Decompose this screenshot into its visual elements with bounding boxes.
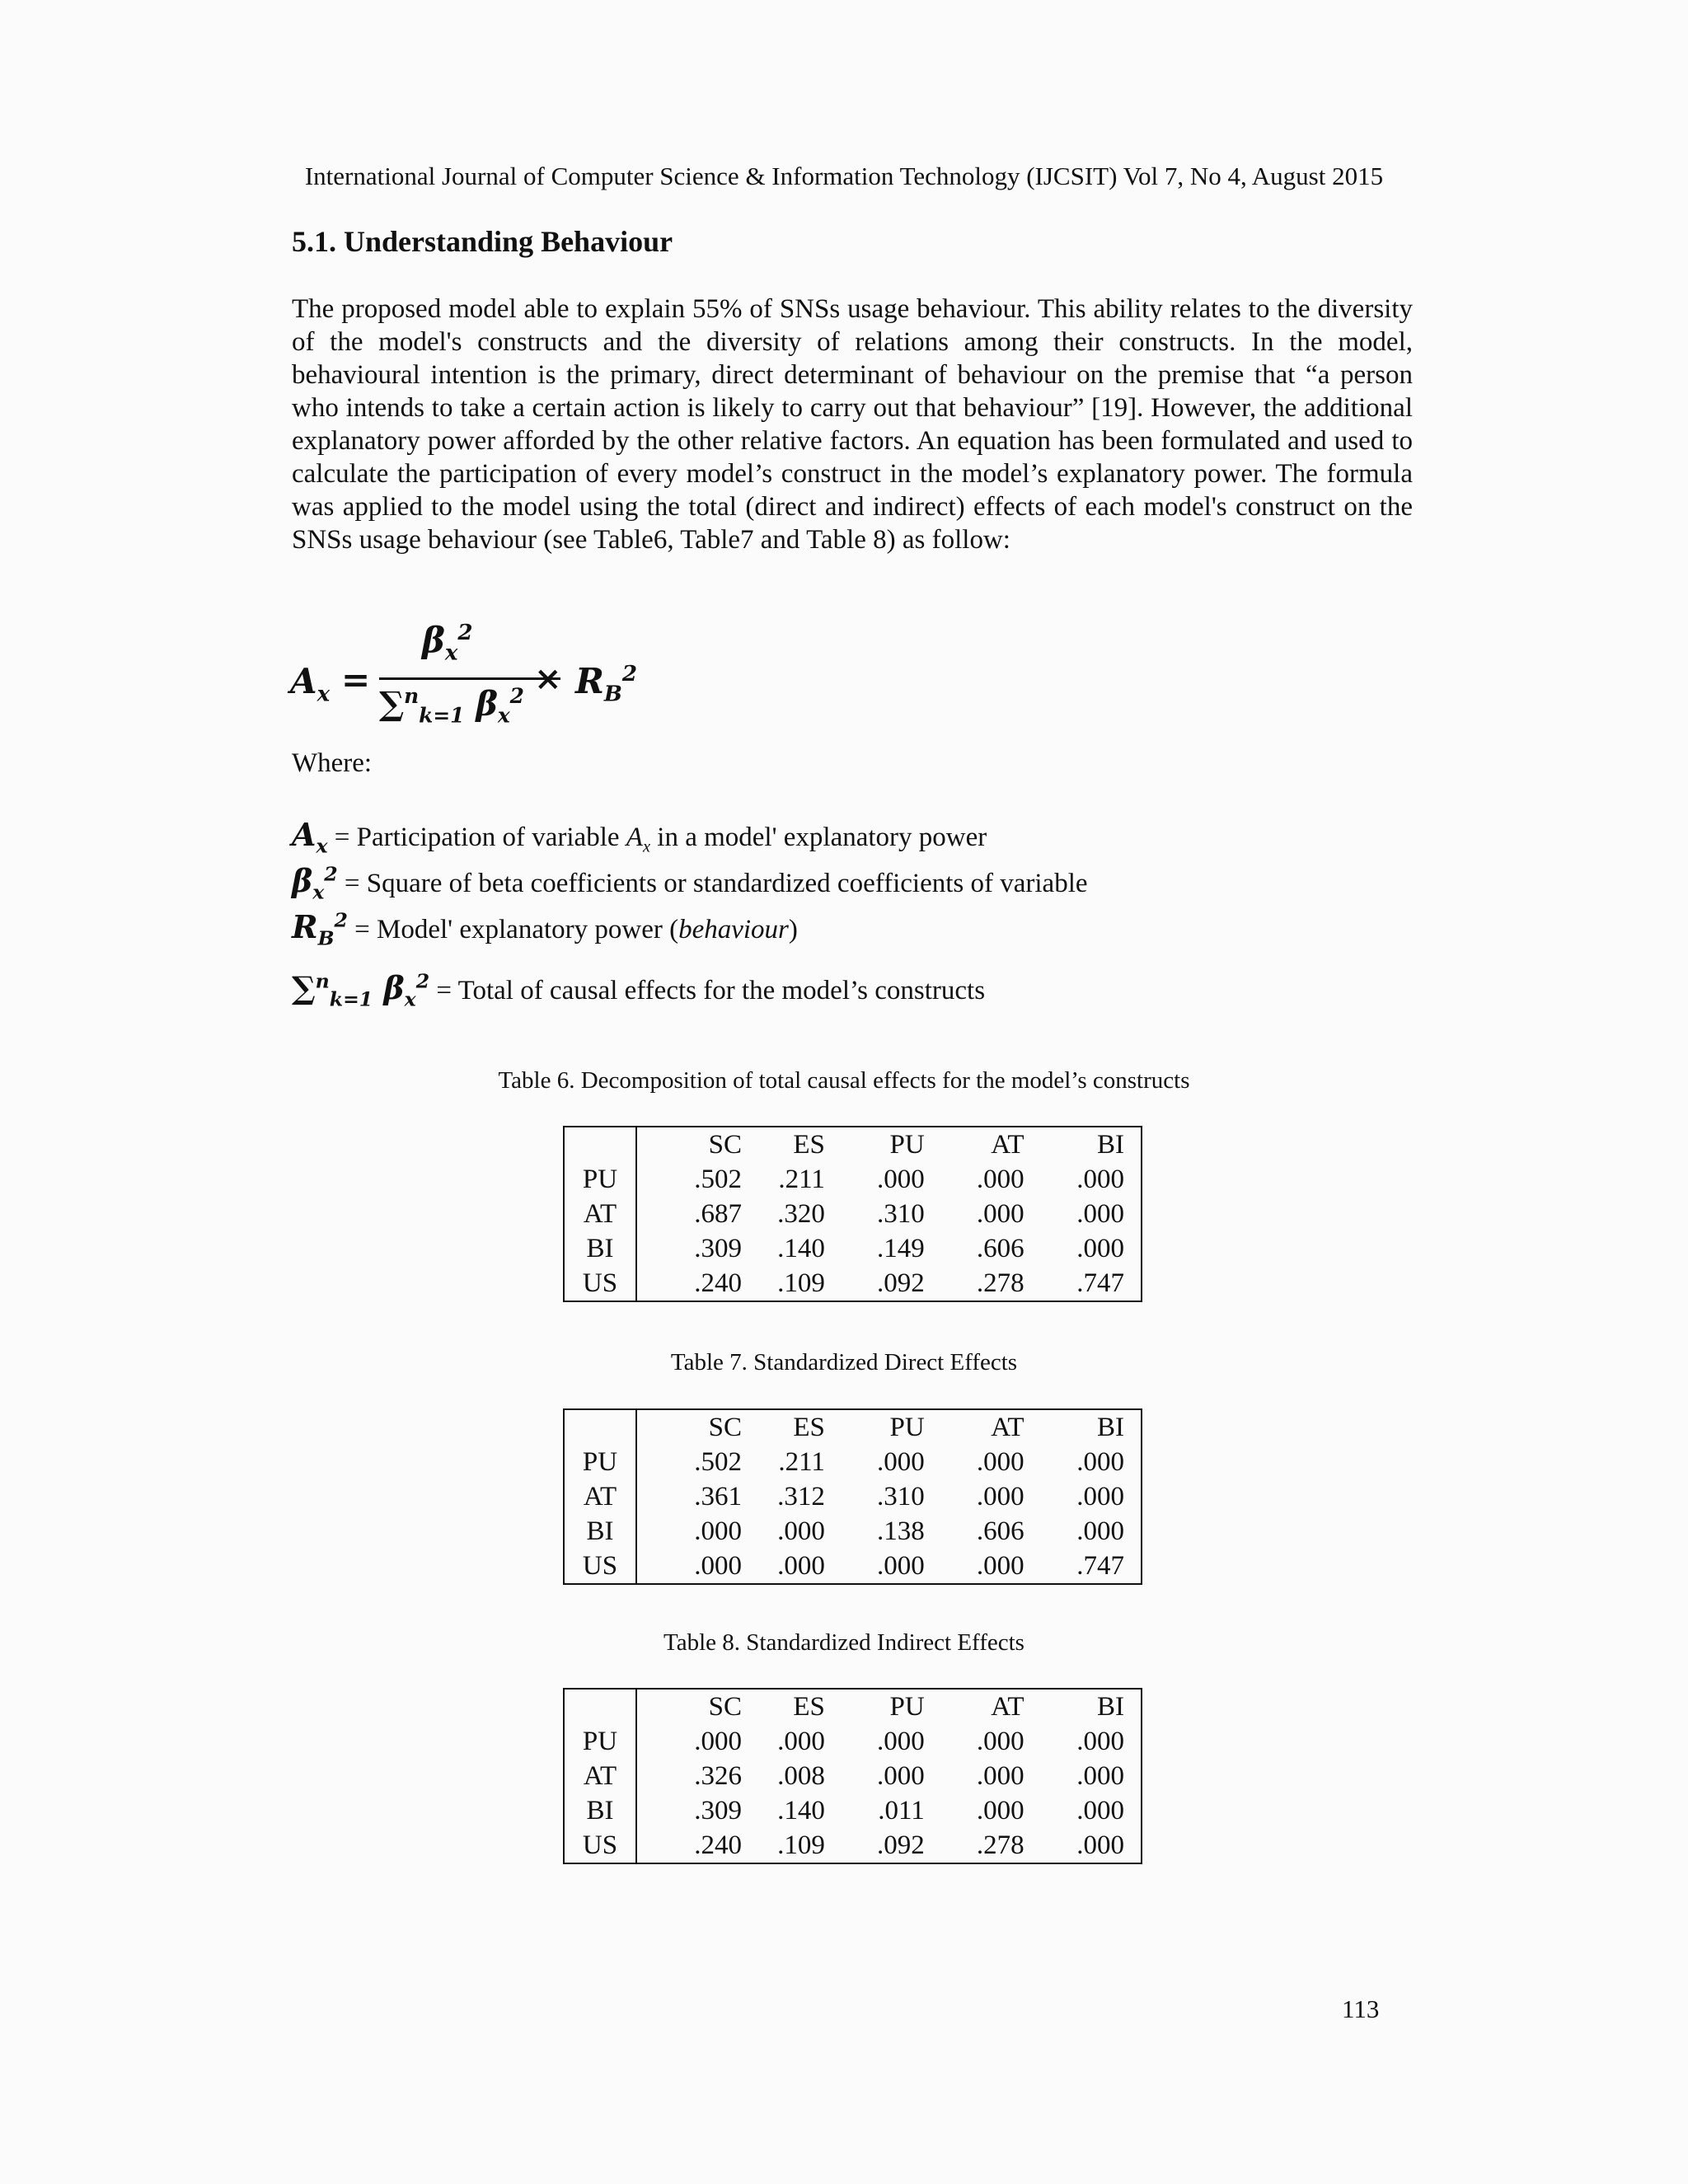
running-head: International Journal of Computer Science & Information Technology (IJCSIT) Vol 7, No 4, August 2015 <box>304 162 1384 190</box>
table7-caption: Table 7. Standardized Direct Effects <box>670 1349 1018 1376</box>
table-row: PU .000 .000 .000 .000 .000 <box>564 1724 1142 1759</box>
table6 <box>563 1126 1142 1302</box>
table-row: US .240 .109 .092 .278 .000 <box>564 1828 1142 1863</box>
body-paragraph <box>292 293 1413 556</box>
table-row: AT .361 .312 .310 .000 .000 <box>564 1479 1142 1514</box>
definition-sum: ∑$^n_{k=1}$ $\beta_x^2$ = Total of causal effects for the model’s constructs <box>292 969 986 1011</box>
page-number: 113 <box>1342 1994 1380 2023</box>
symbol-rb: $R_B^2$ <box>292 908 348 950</box>
formula-rhs: $R_B^2$ <box>575 661 638 707</box>
table-row: AT .326 .008 .000 .000 .000 <box>564 1759 1142 1793</box>
table-row: US .000 .000 .000 .000 .747 <box>564 1549 1142 1584</box>
formula-lhs: $A_x$ <box>290 661 331 707</box>
table-row: BI .000 .000 .138 .606 .000 <box>564 1514 1142 1549</box>
table8-caption: Table 8. Standardized Indirect Effects <box>663 1629 1025 1656</box>
definition-ax: $A_x$ = Participation of variable $A_x$ in a model' explanatory power <box>292 816 987 858</box>
table8 <box>563 1688 1142 1864</box>
table-row: PU .502 .211 .000 .000 .000 <box>564 1162 1142 1197</box>
formula-numerator: $\beta_x^2$ <box>422 620 473 666</box>
table6-caption: Table 6. Decomposition of total causal effects for the model’s constructs <box>498 1067 1190 1094</box>
section-title: 5.1. Understanding Behaviour <box>292 225 673 258</box>
formula-equals: = <box>341 659 371 700</box>
symbol-ax: $A_x$ <box>292 816 328 858</box>
formula-denominator: ∑$^n_{k=1}$ $\beta_x^2$ <box>379 684 524 728</box>
table-header-row: SC ES PU AT BI <box>564 1409 1142 1445</box>
definition-beta: $\beta_x^2$ = Square of beta coefficients or standardized coefficients of variable <box>292 862 1088 904</box>
table-row: BI .309 .140 .149 .606 .000 <box>564 1231 1142 1266</box>
table-row: US .240 .109 .092 .278 .747 <box>564 1266 1142 1301</box>
paragraph-text: The proposed model able to explain 55% of SNSs usage behaviour. This ability relates to the diversity of the model's constructs and the diversity of relations among their constructs. In the model, behavioural intention is the primary, direct determinant of behaviour on the premise that “a person who intends to take a certain action is likely to carry out that behaviour” [19]. However, the additional explanatory power afforded by the other relative factors. An equation has been formulated and used to calculate the participation of every model’s construct in the model’s explanatory power. The formula was applied to the model using the total (direct and indirect) effects of each model's construct on the SNSs usage behaviour (see Table6, Table7 and Table 8) as follow: <box>292 294 1413 555</box>
definition-rb: $R_B^2$ = Model' explanatory power (behaviour) <box>292 908 798 950</box>
table-header-row: SC ES PU AT BI <box>564 1689 1142 1724</box>
table-header-row: SC ES PU AT BI <box>564 1127 1142 1162</box>
table7 <box>563 1408 1142 1585</box>
formula-times: × <box>534 659 562 698</box>
where-label: Where: <box>292 748 373 778</box>
table-row: PU .502 .211 .000 .000 .000 <box>564 1445 1142 1479</box>
table-row: AT .687 .320 .310 .000 .000 <box>564 1197 1142 1231</box>
symbol-sum: ∑$^n_{k=1}$ $\beta_x^2$ <box>292 969 430 1011</box>
symbol-beta: $\beta_x^2$ <box>292 862 338 904</box>
participation-formula <box>290 620 653 743</box>
fraction-bar <box>379 677 560 680</box>
table-row: BI .309 .140 .011 .000 .000 <box>564 1793 1142 1828</box>
